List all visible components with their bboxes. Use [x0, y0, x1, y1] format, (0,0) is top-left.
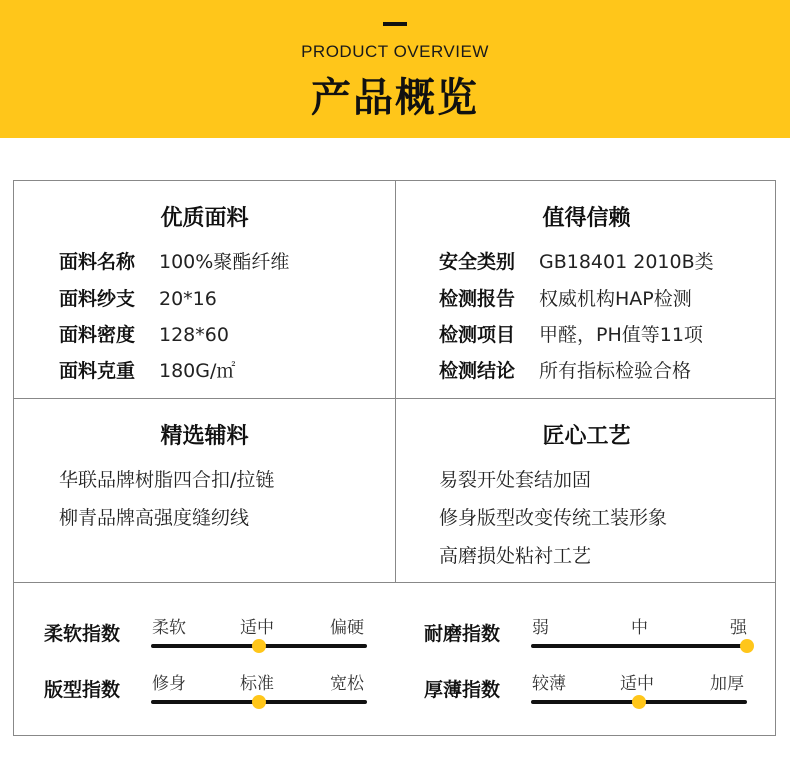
overview-grid [13, 180, 776, 736]
softness-meter [151, 644, 367, 648]
fit-low: 修身 [152, 674, 186, 694]
durability-low: 弱 [532, 618, 549, 638]
thickness-high: 加厚 [710, 674, 744, 694]
softness-mid: 适中 [240, 618, 274, 638]
softness-label: 柔软指数 [44, 623, 121, 645]
trust-key: 检测结论 [439, 360, 516, 382]
fabric-title: 优质面料 [160, 206, 249, 231]
craft-title: 匠心工艺 [542, 424, 631, 449]
fit-mid: 标准 [240, 674, 274, 694]
durability-high: 强 [730, 618, 747, 638]
fabric-key: 面料克重 [59, 360, 136, 382]
durability-label: 耐磨指数 [424, 623, 501, 645]
fabric-key: 面料纱支 [59, 288, 136, 310]
fabric-value: 180G/㎡ [159, 360, 236, 382]
accessories-title: 精选辅料 [160, 424, 249, 449]
fabric-value: 128*60 [159, 324, 229, 346]
trust-key: 检测报告 [439, 288, 516, 310]
thickness-marker [632, 695, 646, 709]
durability-mid: 中 [631, 618, 648, 638]
craft-line: 易裂开处套结加固 [439, 469, 592, 491]
trust-row [439, 284, 692, 311]
trust-value: 权威机构HAP检测 [539, 288, 692, 310]
fabric-key: 面料密度 [59, 324, 136, 346]
fabric-row [59, 320, 229, 347]
header-subtitle: PRODUCT OVERVIEW [301, 42, 489, 61]
trust-key: 检测项目 [439, 324, 516, 346]
thickness-mid: 适中 [620, 674, 654, 694]
softness-low: 柔软 [152, 618, 186, 638]
fit-label: 版型指数 [44, 679, 121, 701]
accessories-line: 柳青品牌高强度缝纫线 [59, 507, 250, 529]
fabric-value: 100%聚酯纤维 [159, 251, 290, 273]
header-title: 产品概览 [311, 75, 479, 121]
fabric-row [59, 356, 235, 383]
durability-marker [740, 639, 754, 653]
softness-high: 偏硬 [330, 618, 364, 638]
craft-line: 修身版型改变传统工装形象 [439, 507, 668, 529]
trust-row [439, 320, 703, 347]
trust-title: 值得信赖 [542, 206, 631, 231]
accessories-line: 华联品牌树脂四合扣/拉链 [59, 469, 275, 491]
trust-value: GB18401 2010B类 [539, 251, 714, 273]
fabric-row [59, 284, 217, 311]
craft-line: 高磨损处粘衬工艺 [439, 545, 592, 567]
fabric-row [59, 247, 289, 274]
thickness-meter [531, 700, 747, 704]
fit-high: 宽松 [330, 674, 364, 694]
softness-marker [252, 639, 266, 653]
trust-value: 甲醛，PH值等11项 [539, 324, 703, 346]
grid-divider [14, 582, 775, 583]
thickness-low: 较薄 [532, 674, 566, 694]
trust-key: 安全类别 [439, 251, 516, 273]
fit-meter [151, 700, 367, 704]
grid-divider [395, 181, 396, 582]
thickness-label: 厚薄指数 [424, 679, 501, 701]
header-dash [383, 22, 407, 26]
durability-meter [531, 644, 747, 648]
trust-value: 所有指标检验合格 [539, 360, 692, 382]
trust-row [439, 247, 714, 274]
fabric-key: 面料名称 [59, 251, 136, 273]
fit-marker [252, 695, 266, 709]
header-banner [0, 0, 790, 138]
fabric-value: 20*16 [159, 288, 217, 310]
trust-row [439, 356, 691, 383]
